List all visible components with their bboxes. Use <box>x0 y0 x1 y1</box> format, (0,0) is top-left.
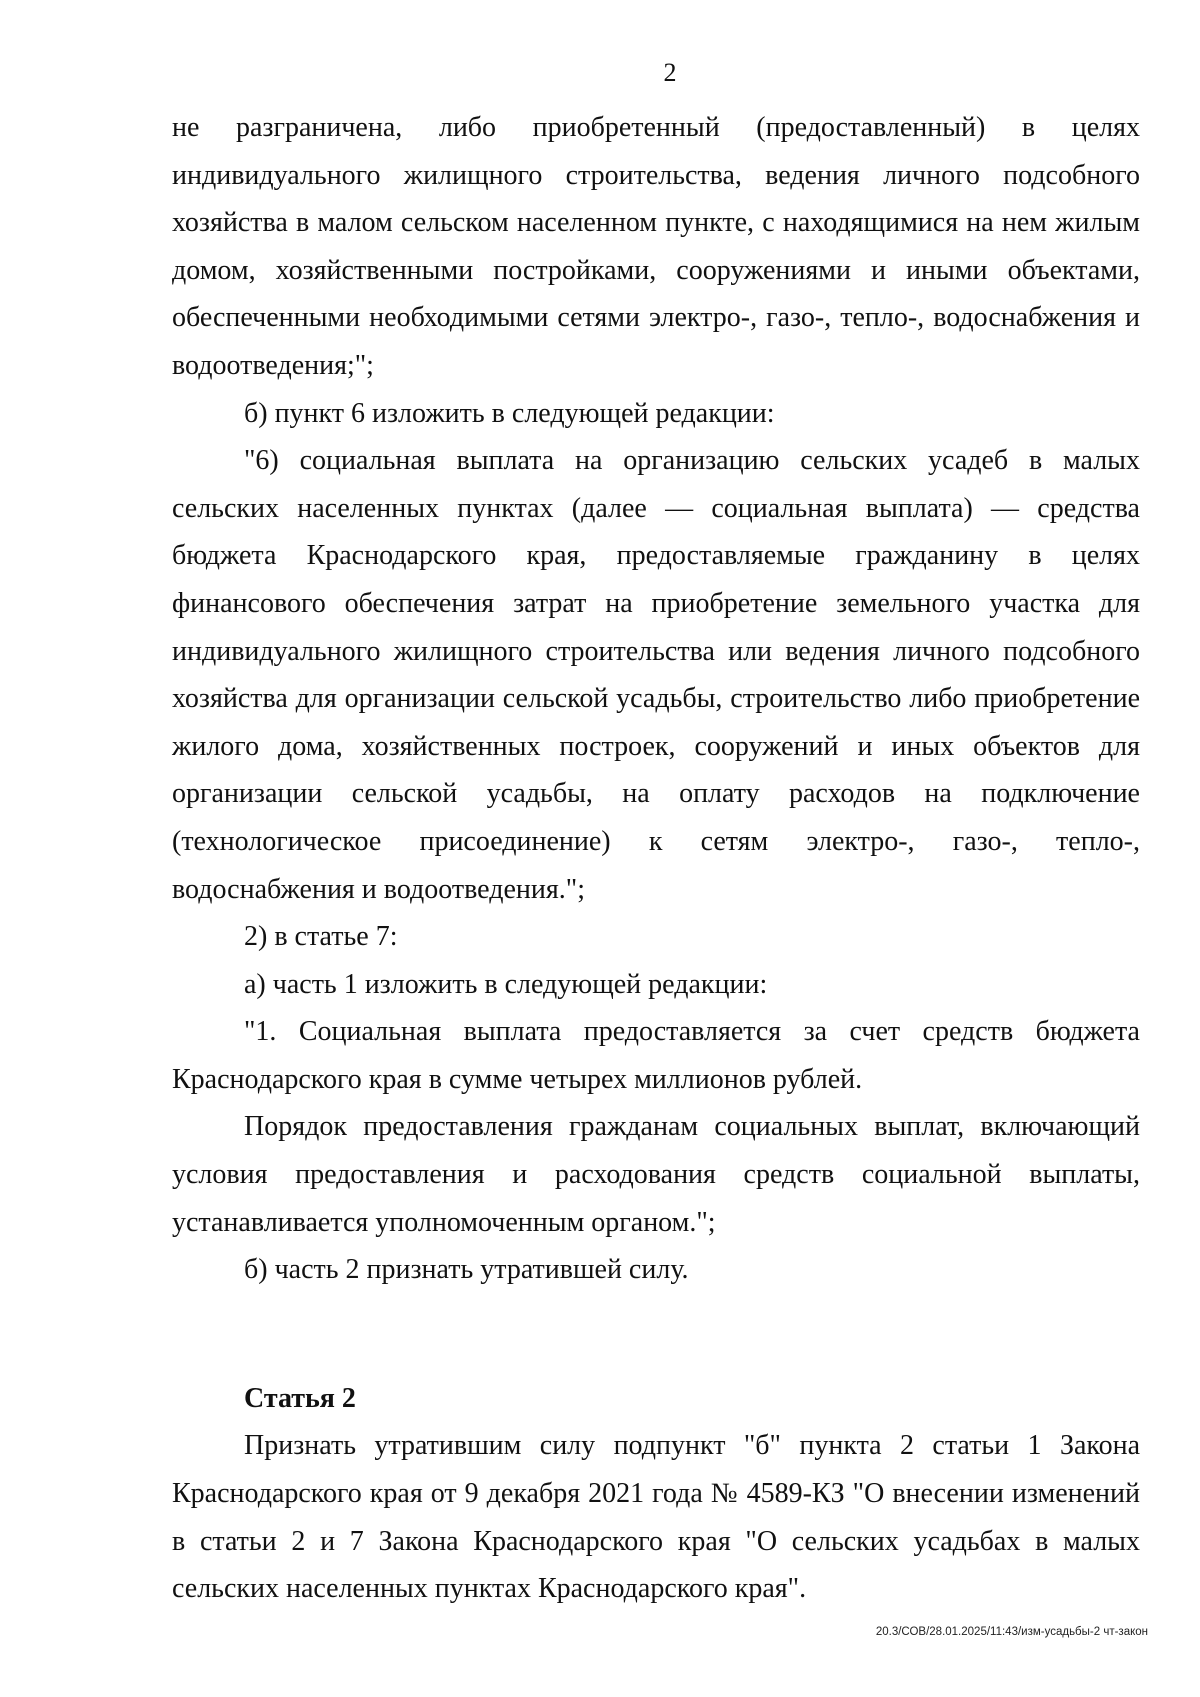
document-body <box>172 104 1140 1613</box>
paragraph: а) часть 1 изложить в следующей редакции: <box>244 968 768 1000</box>
paragraph: Порядок предоставления гражданам социальных выплат, включающий условия предоставления и расходования средств социальной выплаты, устанавливается уполномоченным органом."; <box>172 1111 1140 1238</box>
paragraph: 2) в статье 7: <box>244 921 398 953</box>
paragraph: "6) социальная выплата на организацию сельских усадеб в малых сельских населенных пунктах (далее — социальная выплата) — средства бюджета Краснодарского края, предоставляемые гражданину в целях финансового обеспечения затрат на приобретение земельного участка для индивидуального жилищного строительства или ведения личного подсобного хозяйства для организации сельской усадьбы, строительство либо приобретение жилого дома, хозяйственных построек, сооружений и иных объектов для организации сельской усадьбы, на оплату расходов на подключение (технологическое присоединение) к сетям электро-, газо-, тепло-, водоснабжения и водоотведения."; <box>172 445 1140 905</box>
paragraph: "1. Социальная выплата предоставляется за счет средств бюджета Краснодарского края в сумме четырех миллионов рублей. <box>172 1016 1140 1095</box>
paragraph: б) пункт 6 изложить в следующей редакции: <box>244 397 775 429</box>
paragraph: б) часть 2 признать утратившей силу. <box>244 1254 689 1286</box>
paragraph-continuation: не разграничена, либо приобретенный (предоставленный) в целях индивидуального жилищного строительства, ведения личного подсобного хозяйства в малом сельском населенном пункте, с находящимися на нем жилым домом, хозяйственными постройками, сооружениями и иными объектами, обеспеченными необходимыми сетями электро-, газо-, тепло-, водоснабжения и водоотведения;"; <box>172 112 1140 381</box>
article-text: Признать утратившим силу подпункт "б" пункта 2 статьи 1 Закона Краснодарского края от 9 декабря 2021 года № 4589-КЗ "О внесении изменений в статьи 2 и 7 Закона Краснодарского края "О сельских усадьбах в малых сельских населенных пунктах Краснодарского края". <box>172 1430 1140 1605</box>
article-heading: Статья 2 <box>244 1382 356 1414</box>
page-number: 2 <box>663 58 677 87</box>
footer-code: 20.3/СОВ/28.01.2025/11:43/изм-усадьбы-2 чт-закон <box>875 1626 1148 1638</box>
